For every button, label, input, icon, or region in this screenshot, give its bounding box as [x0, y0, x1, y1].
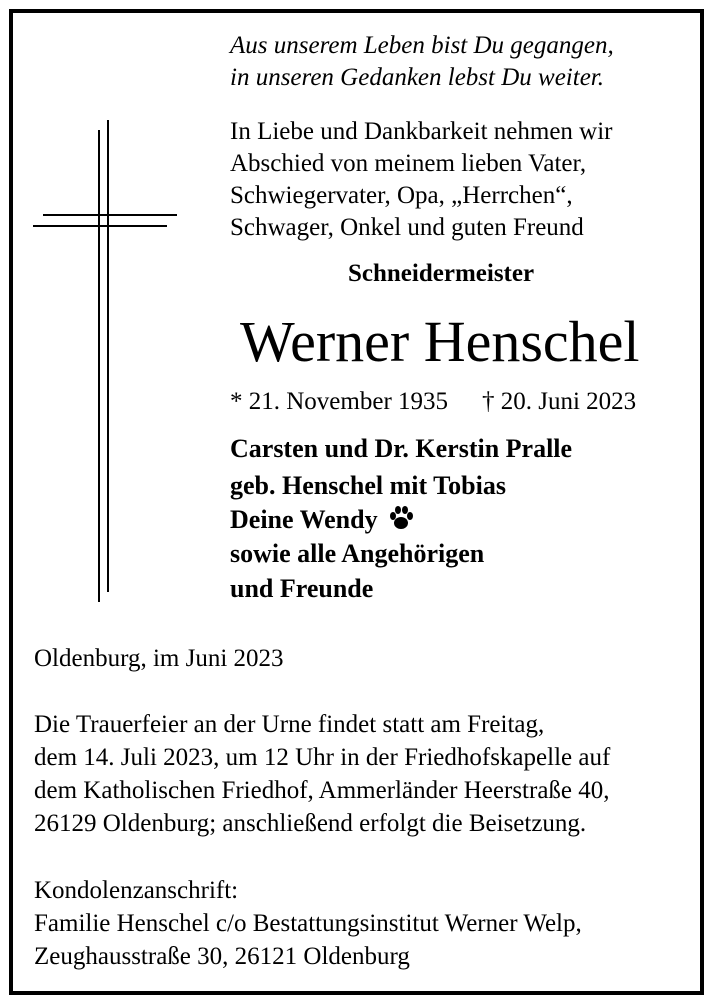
paw-icon — [388, 505, 414, 531]
intro-line-3: Schwiegervater, Opa, „Herrchen“, — [230, 182, 573, 209]
condolence-line-2: Zeughausstraße 30, 26121 Oldenburg — [34, 943, 410, 970]
place-date: Oldenburg, im Juni 2023 — [34, 645, 284, 672]
service-line-4: 26129 Oldenburg; anschließend erfolgt die Beisetzung. — [34, 810, 587, 837]
mourners-line-4: sowie alle Angehörigen — [230, 539, 485, 568]
mourners-line-3-text: Deine Wendy — [230, 505, 378, 534]
mourners-line-5: und Freunde — [230, 574, 374, 603]
service-line-2: dem 14. Juli 2023, um 12 Uhr in der Friedhofskapelle auf — [34, 744, 611, 771]
mourners-line-2: geb. Henschel mit Tobias — [230, 471, 506, 500]
motto-line-2: in unseren Gedanken lebst Du weiter. — [230, 64, 604, 91]
intro-line-1: In Liebe und Dankbarkeit nehmen wir — [230, 118, 613, 145]
condolence-line-1: Familie Henschel c/o Bestattungsinstitut Werner Welp, — [34, 910, 582, 937]
birth-date: * 21. November 1935 — [230, 388, 449, 415]
deceased-title: Schneidermeister — [348, 260, 535, 287]
service-line-3: dem Katholischen Friedhof, Ammerländer Heerstraße 40, — [34, 777, 610, 804]
service-line-1: Die Trauerfeier an der Urne findet statt am Freitag, — [34, 711, 545, 738]
motto-line-1: Aus unserem Leben bist Du gegangen, — [230, 32, 614, 59]
deceased-name: Werner Henschel — [240, 309, 640, 374]
condolence-heading: Kondolenzanschrift: — [34, 877, 239, 904]
mourners-line-3 — [230, 504, 414, 536]
death-date: † 20. Juni 2023 — [482, 388, 637, 415]
mourners-line-1: Carsten und Dr. Kerstin Pralle — [230, 434, 573, 463]
intro-line-2: Abschied von meinem lieben Vater, — [230, 150, 587, 177]
intro-line-4: Schwager, Onkel und guten Freund — [230, 214, 584, 241]
